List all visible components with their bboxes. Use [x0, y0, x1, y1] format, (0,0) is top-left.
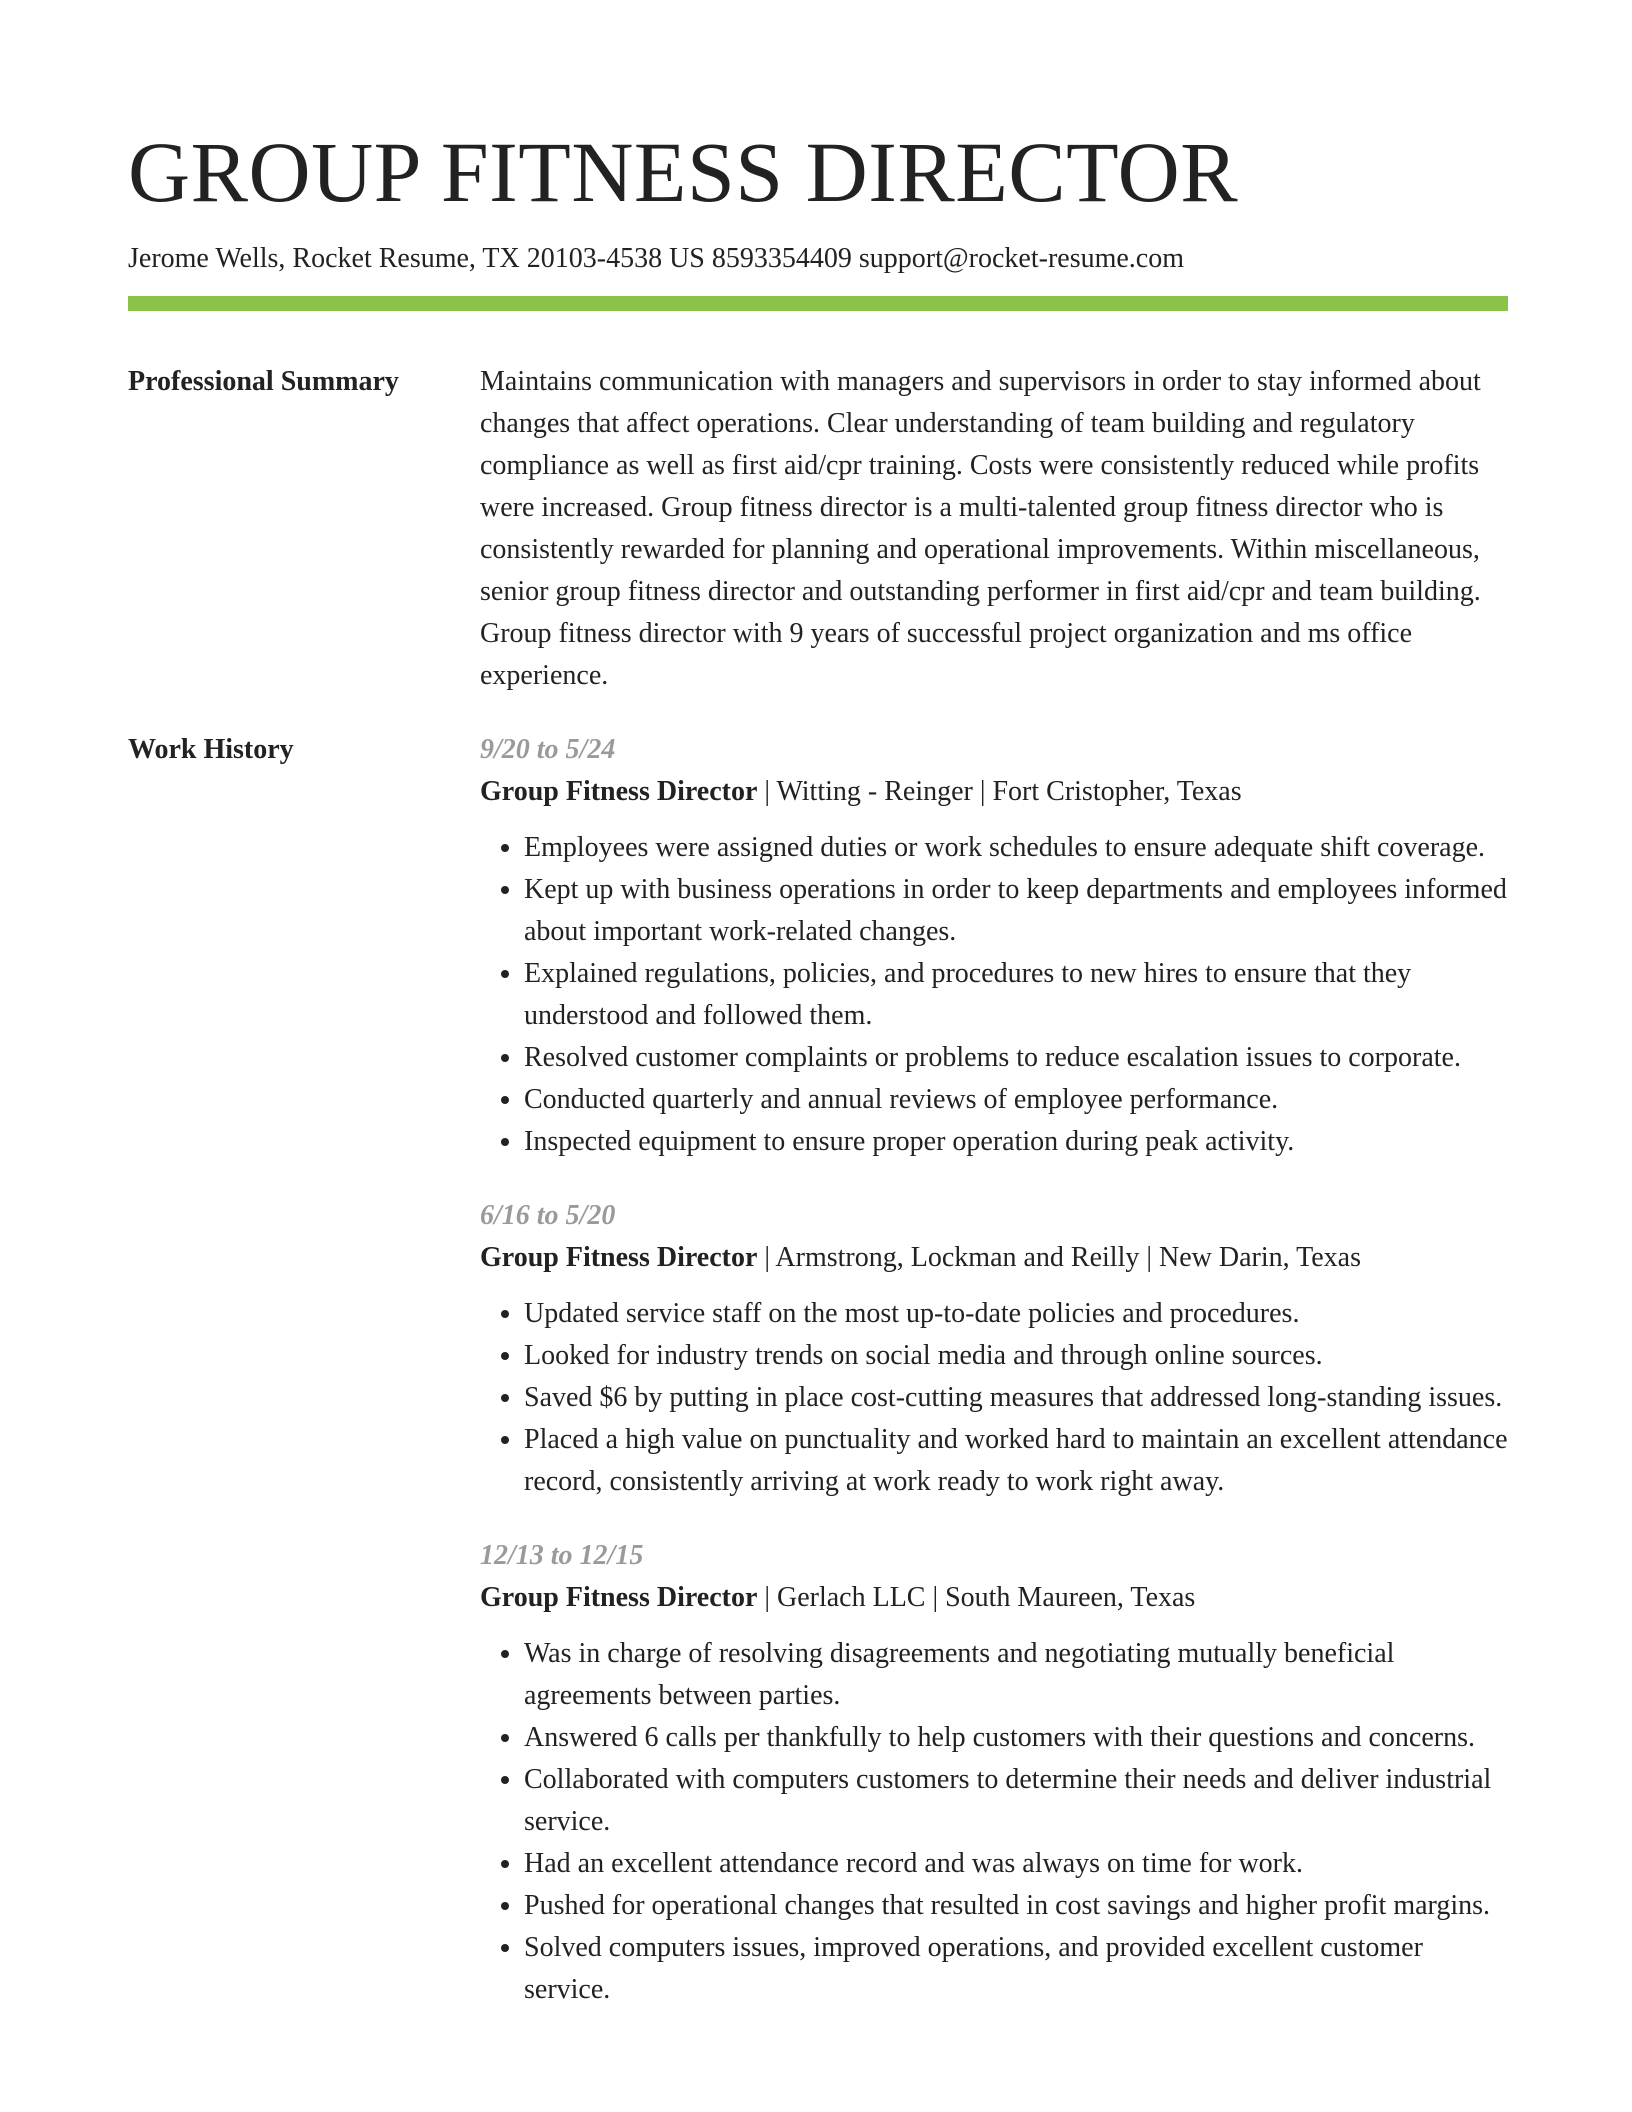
contact-line: Jerome Wells, Rocket Resume, TX 20103-4538 US 8593354409 support@rocket-resume.com	[128, 243, 1185, 274]
section-label-summary: Professional Summary	[128, 366, 399, 397]
job-title: Group Fitness Director	[480, 776, 758, 807]
job-details: | Armstrong, Lockman and Reilly | New Darin, Texas	[757, 1242, 1361, 1273]
work-history-section	[128, 729, 1508, 2011]
job-bullet: • Resolved customer complaints or problems to reduce escalation issues to corporate.	[524, 1037, 1508, 1079]
job-entry	[480, 1195, 1508, 1503]
job-bullet: • Updated service staff on the most up-to-date policies and procedures.	[524, 1293, 1508, 1335]
job-heading	[480, 1577, 1508, 1619]
job-bullets	[480, 1293, 1508, 1503]
job-bullets	[480, 827, 1508, 1163]
job-details: | Gerlach LLC | South Maureen, Texas	[757, 1582, 1196, 1613]
job-bullet: • Had an excellent attendance record and was always on time for work.	[524, 1843, 1508, 1885]
work-history-body	[480, 729, 1508, 2011]
job-bullet: • Placed a high value on punctuality and worked hard to maintain an excellent attendance record, consistently arriving at work ready to work right away.	[524, 1419, 1508, 1503]
job-details: | Witting - Reinger | Fort Cristopher, Texas	[757, 776, 1242, 807]
job-bullet: • Kept up with business operations in order to keep departments and employees informed about important work-related changes.	[524, 869, 1508, 953]
job-bullet: • Saved $6 by putting in place cost-cutting measures that addressed long-standing issues.	[524, 1377, 1508, 1419]
job-dates: 9/20 to 5/24	[480, 734, 616, 765]
professional-summary-section	[128, 361, 1508, 697]
job-dates: 6/16 to 5/20	[480, 1200, 616, 1231]
job-heading	[480, 771, 1508, 813]
job-dates: 12/13 to 12/15	[480, 1540, 644, 1571]
job-bullet: • Looked for industry trends on social media and through online sources.	[524, 1335, 1508, 1377]
resume	[128, 122, 1508, 2011]
section-label-work-history: Work History	[128, 734, 294, 765]
job-title: Group Fitness Director	[480, 1582, 758, 1613]
job-bullet: • Inspected equipment to ensure proper operation during peak activity.	[524, 1121, 1508, 1163]
job-bullet: • Conducted quarterly and annual reviews of employee performance.	[524, 1079, 1508, 1121]
job-bullet: • Answered 6 calls per thankfully to help customers with their questions and concerns.	[524, 1717, 1508, 1759]
summary-body	[480, 361, 1508, 697]
job-bullet: • Collaborated with computers customers to determine their needs and deliver industrial service.	[524, 1759, 1508, 1843]
accent-divider	[128, 296, 1508, 311]
job-bullet: • Was in charge of resolving disagreements and negotiating mutually beneficial agreements between parties.	[524, 1633, 1508, 1717]
job-bullet: • Employees were assigned duties or work schedules to ensure adequate shift coverage.	[524, 827, 1508, 869]
summary-text: Maintains communication with managers and supervisors in order to stay informed about changes that affect operations. Clear understanding of team building and regulatory compliance as well as first aid/cpr training. Costs were consistently reduced while profits were increased. Group fitness director is a multi-talented group fitness director who is consistently rewarded for planning and operational improvements. Within miscellaneous, senior group fitness director and outstanding performer in first aid/cpr and team building. Group fitness director with 9 years of successful project organization and ms office experience.	[480, 366, 1481, 691]
job-heading	[480, 1237, 1508, 1279]
job-bullets	[480, 1633, 1508, 2011]
job-title: Group Fitness Director	[480, 1242, 758, 1273]
resume-title: GROUP FITNESS DIRECTOR	[128, 124, 1239, 220]
job-entry	[480, 1535, 1508, 2011]
job-entry	[480, 729, 1508, 1163]
job-bullet: • Pushed for operational changes that resulted in cost savings and higher profit margins.	[524, 1885, 1508, 1927]
job-bullet: • Solved computers issues, improved operations, and provided excellent customer service.	[524, 1927, 1508, 2011]
job-bullet: • Explained regulations, policies, and procedures to new hires to ensure that they understood and followed them.	[524, 953, 1508, 1037]
